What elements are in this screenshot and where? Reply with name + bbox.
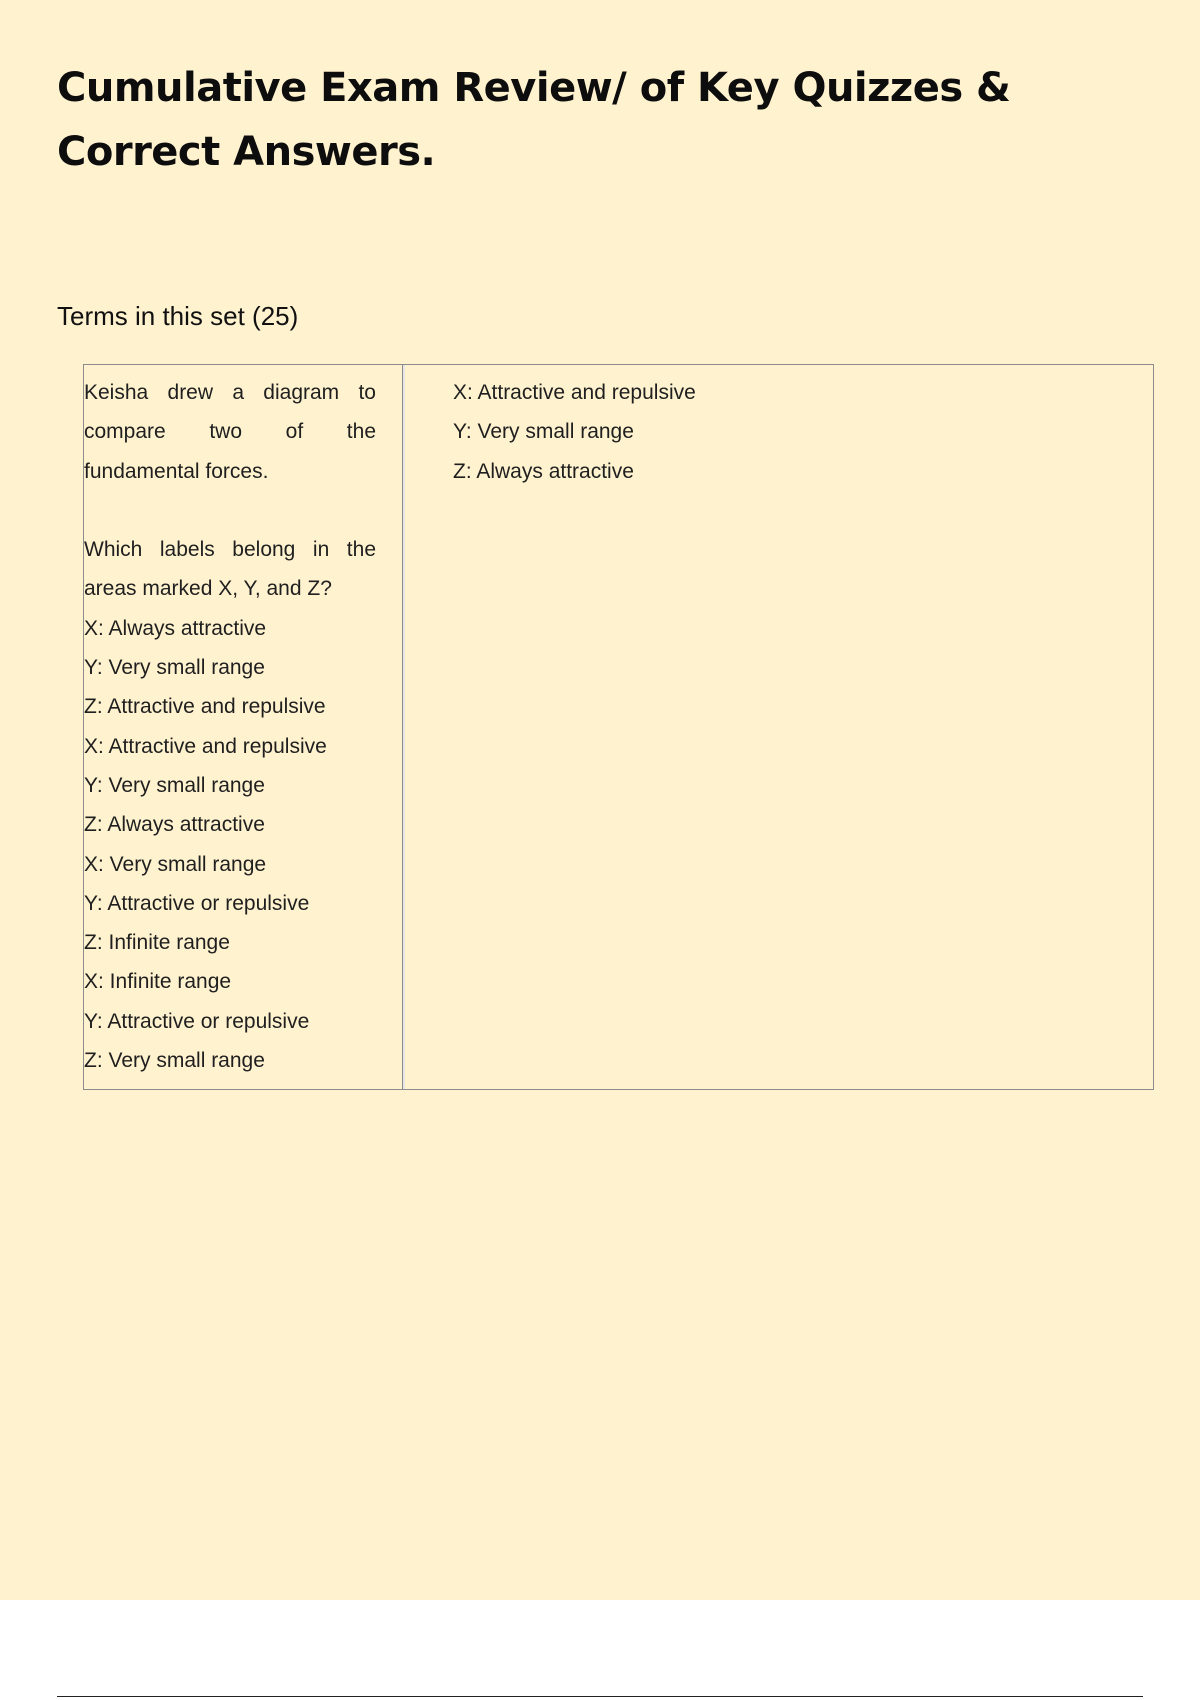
term-option: X: Always attractive [84,616,267,640]
term-option: Z: Very small range [84,1049,265,1073]
flashcard-table [83,364,1154,1090]
answer-line: Y: Very small range [453,420,634,444]
term-option: Z: Infinite range [84,931,230,955]
terms-count-label: Terms in this set (25) [57,301,299,331]
column-divider [402,365,405,1089]
footer-divider [57,1696,1143,1697]
answer-line: X: Attractive and repulsive [453,381,696,404]
term-option: X: Very small range [84,852,267,876]
term-option: Y: Attractive or repulsive [84,1009,310,1033]
term-cell [84,373,376,1080]
term-option: Y: Very small range [84,656,265,680]
term-intro: Keisha drew a diagram to compare two of the fundamental forces. [84,381,376,483]
term-option: Z: Attractive and repulsive [84,695,326,719]
document-title: Cumulative Exam Review/ of Key Quizzes & Correct Answers. [57,65,1011,175]
term-question: Which labels belong in the areas marked X, Y, and Z? [84,538,376,601]
term-option: Y: Attractive or repulsive [84,891,310,915]
answer-cell [453,373,1113,491]
answer-line: Z: Always attractive [453,459,634,483]
term-option: Z: Always attractive [84,813,265,837]
term-option: X: Infinite range [84,970,232,994]
term-option: Y: Very small range [84,773,265,797]
term-option: X: Attractive and repulsive [84,734,327,758]
term-spacer [84,491,376,530]
